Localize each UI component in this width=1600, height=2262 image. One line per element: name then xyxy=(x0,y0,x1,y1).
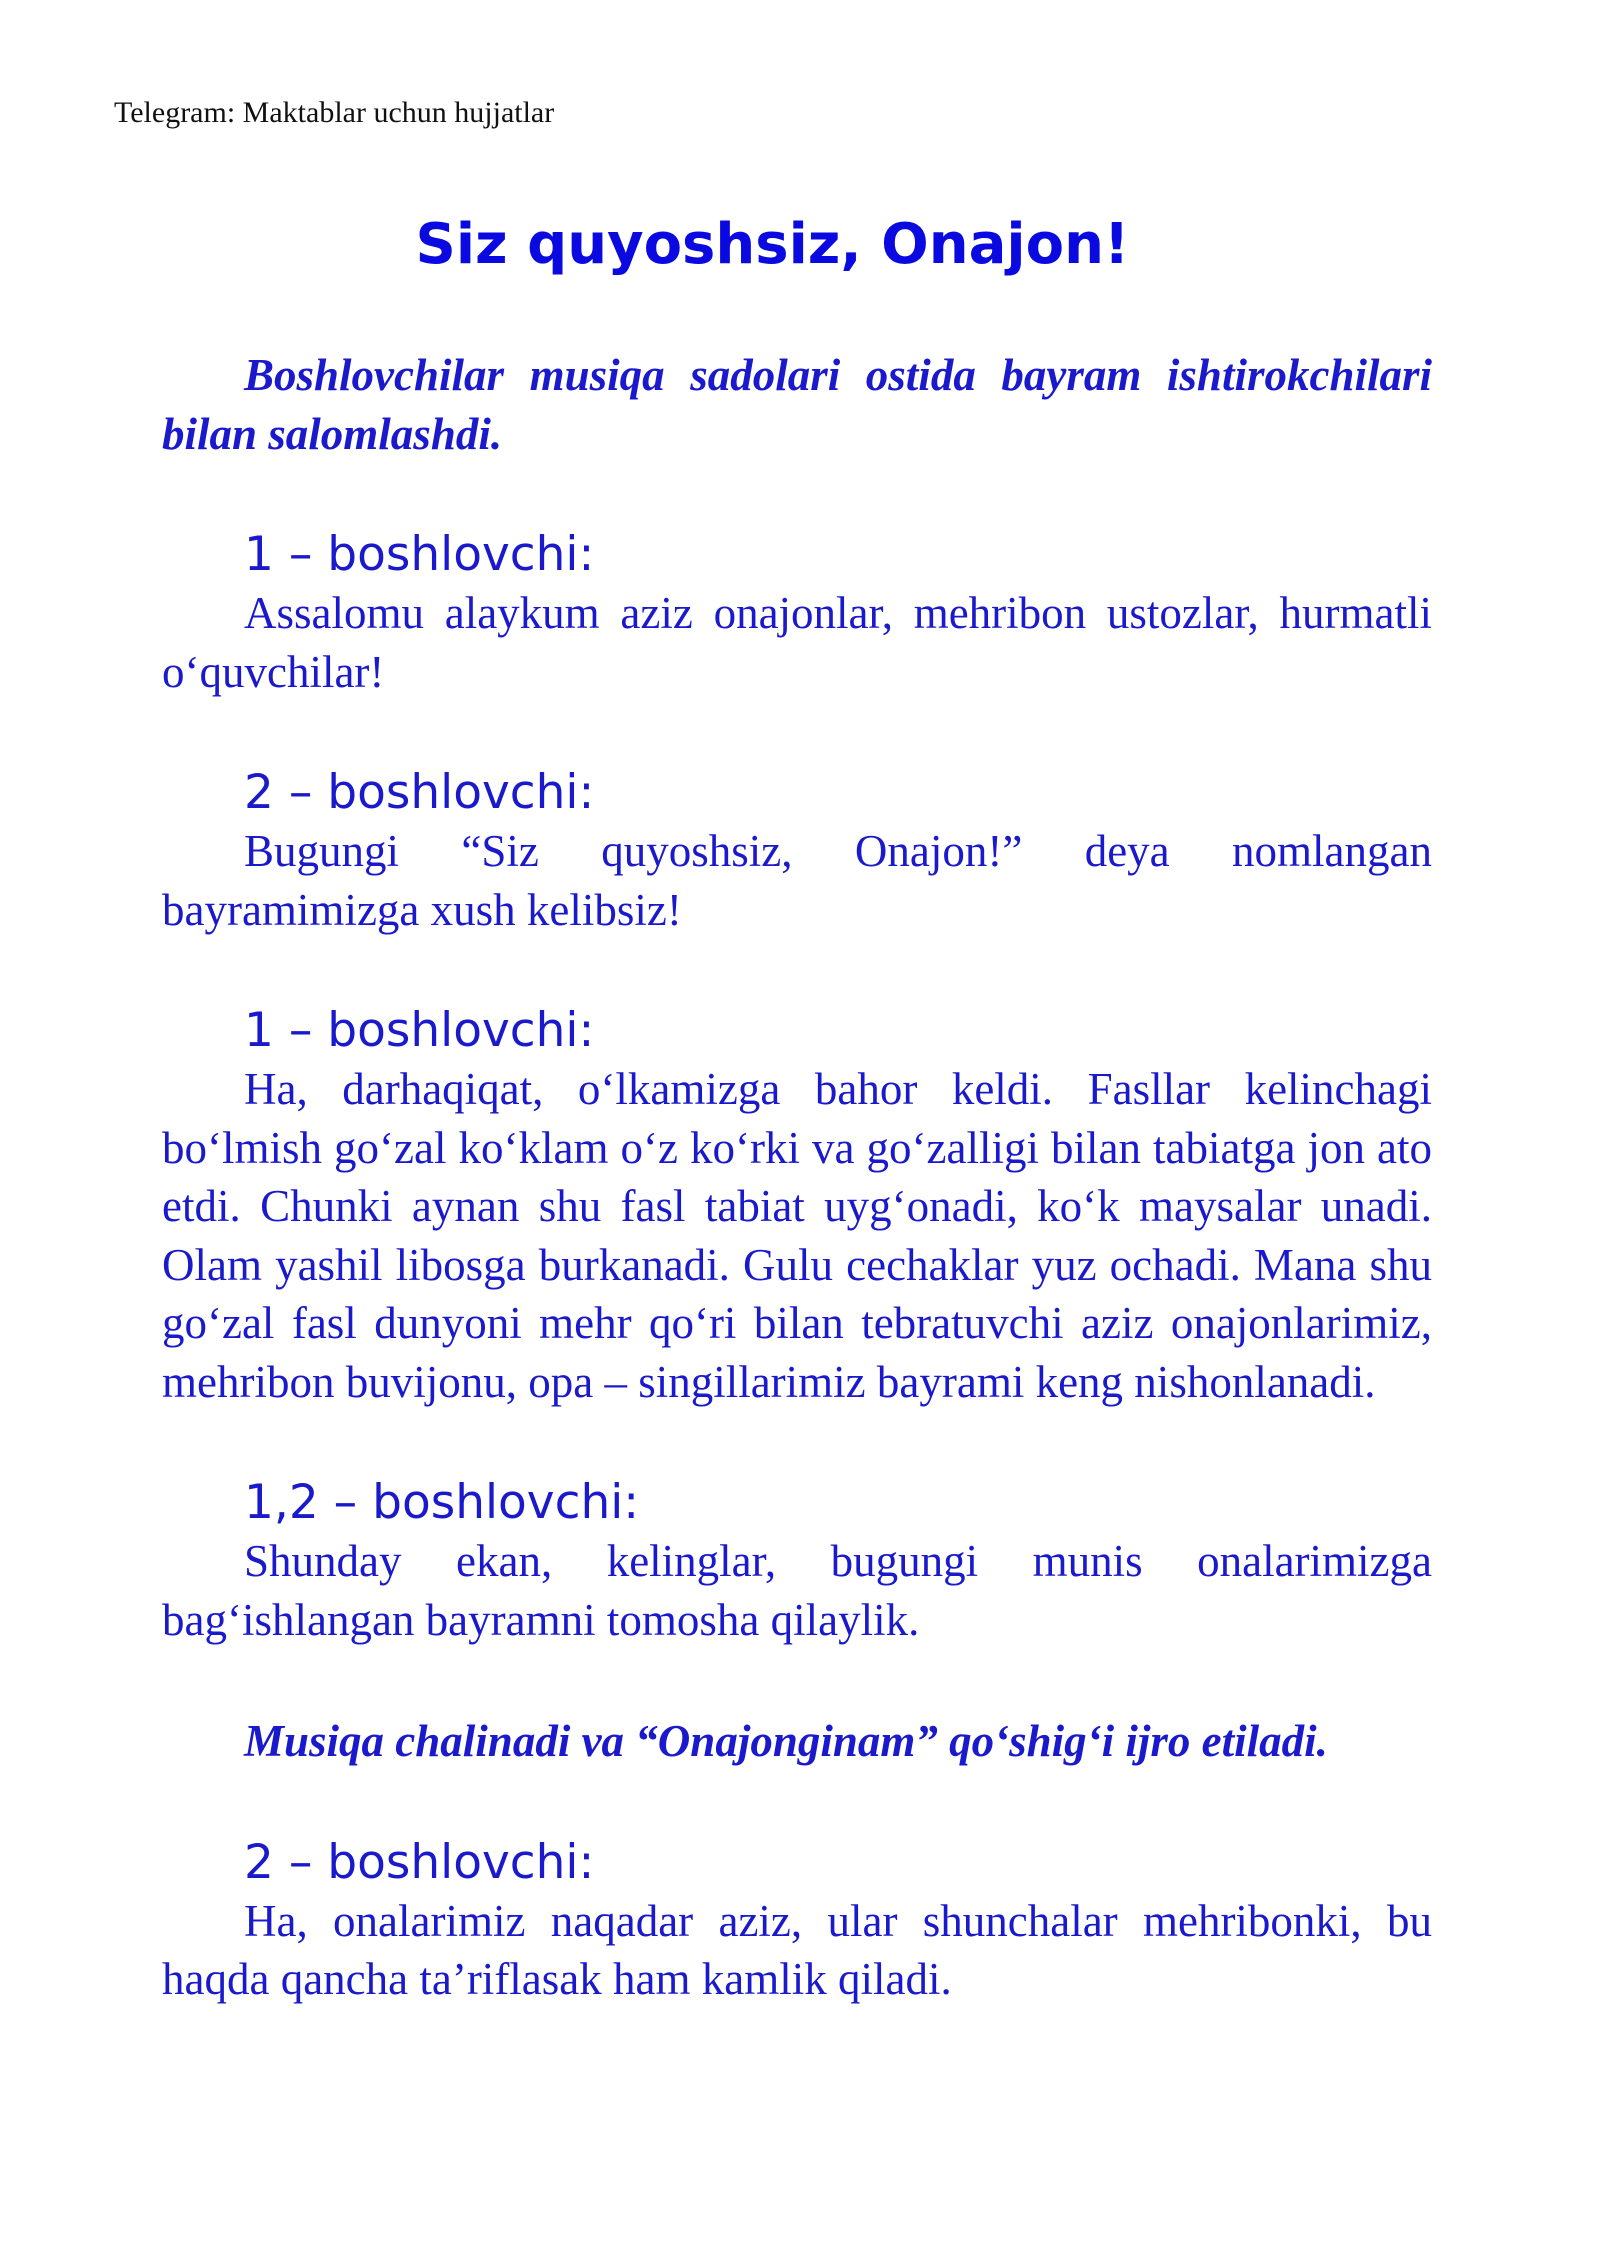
stage-direction: Musiqa chalinadi va “Onajonginam” qo‘shig‘i ijro etiladi. xyxy=(244,1716,1328,1766)
spacer xyxy=(162,939,1432,1002)
speaker-label: 1 – boshlovchi: xyxy=(244,1003,595,1058)
speech-text: Ha, darhaqiqat, o‘lkamizga bahor keldi. Fasllar kelinchagi bo‘lmish go‘zal ko‘klam o‘z ko‘rki va go‘zalligi bilan tabiatga jon ato etdi. Chunki aynan shu fasl tabiat uyg‘onadi, ko‘k maysalar unadi. Olam yashil libosga burkanadi. Gulu cechaklar yuz ochadi. Mana shu go‘zal fasl dunyoni mehr qo‘ri bilan tebratuvchi aziz onajonlarimiz, mehribon buvijonu, opa – singillarimiz bayrami keng nishonlanadi. xyxy=(162,1064,1432,1407)
stage-direction: Boshlovchilar musiqa sadolari ostida bayram ishtirokchilari bilan salomlashdi. xyxy=(162,350,1432,459)
speaker-label: 2 – boshlovchi: xyxy=(244,1834,595,1890)
header-note: Telegram: Maktablar uchun hujjatlar xyxy=(114,96,555,129)
spacer xyxy=(162,1411,1432,1474)
speech-text: Shunday ekan, kelinglar, bugungi munis onalarimizga bag‘ishlangan bayramni tomosha qilaylik. xyxy=(162,1536,1432,1645)
speech-text: Ha, onalarimiz naqadar aziz, ular shunchalar mehribonki, bu haqda qancha ta’riflasak ham kamlik qiladi. xyxy=(162,1895,1432,2004)
page-title: Siz quyoshsiz, Onajon! xyxy=(415,212,1130,277)
speaker-label: 1 – boshlovchi: xyxy=(244,527,595,582)
spacer xyxy=(162,1649,1432,1712)
speaker-label: 2 – boshlovchi: xyxy=(244,765,595,820)
document-body xyxy=(162,346,1432,2009)
speaker-label: 1,2 – boshlovchi: xyxy=(244,1475,640,1530)
spacer xyxy=(162,1771,1432,1834)
speech-text: Bugungi “Siz quyoshsiz, Onajon!” deya nomlangan bayramimizga xush kelibsiz! xyxy=(162,826,1432,935)
speech-text: Assalomu alaykum aziz onajonlar, mehribon ustozlar, hurmatli o‘quvchilar! xyxy=(162,588,1432,697)
spacer xyxy=(162,701,1432,764)
spacer xyxy=(162,463,1432,526)
